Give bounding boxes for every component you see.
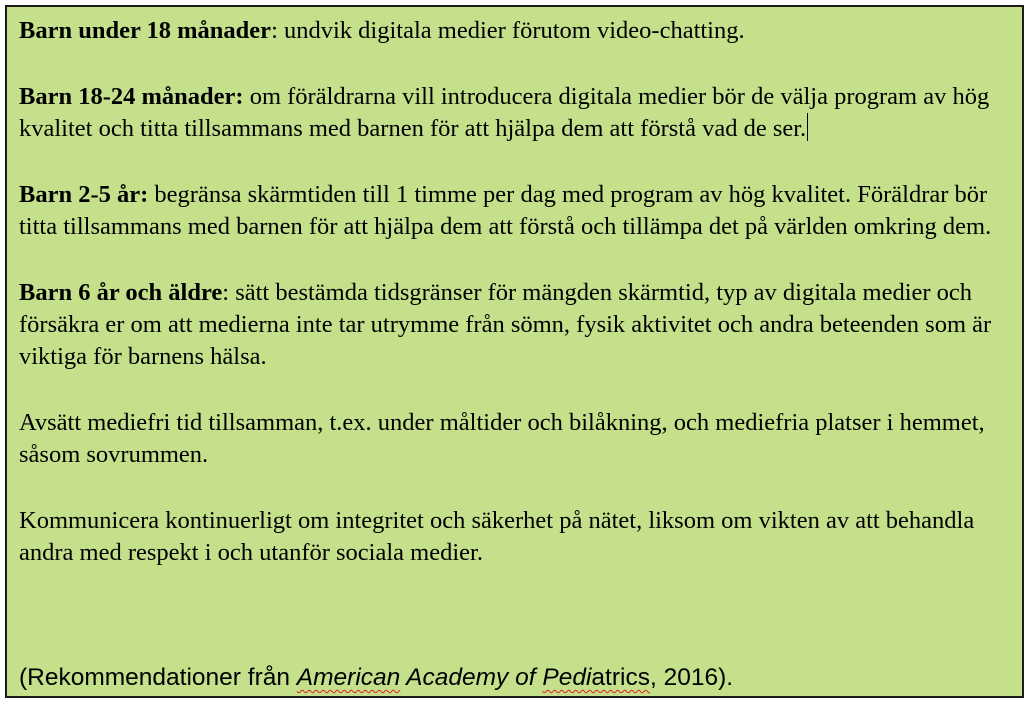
paragraph-text: : sätt bestämda tidsgränser för mängden skärmtid, typ av digitala medier och försäkra er om att medierna inte tar utrymme från sömn, fysik aktivitet och andra beteenden som är viktiga för barnens hälsa. <box>19 279 992 370</box>
paragraph-text: Avsätt mediefri tid tillsamman, t.ex. under måltider och bilåkning, och mediefria platser i hemmet, såsom sovrummen. <box>19 409 985 468</box>
paragraph-under-18-months <box>19 15 1010 47</box>
paragraph-communicate <box>19 505 1010 569</box>
citation-org-middle: Academy of <box>400 664 543 691</box>
text-cursor <box>807 113 808 141</box>
paragraph-6-years-older <box>19 277 1010 373</box>
citation-suffix: , 2016). <box>649 664 734 691</box>
paragraph-18-24-months <box>19 81 1010 145</box>
paragraph-heading: Barn under 18 månader <box>19 17 272 44</box>
paragraph-heading: Barn 18-24 månader: <box>19 83 244 110</box>
recommendation-box <box>5 5 1024 698</box>
paragraph-text: Kommunicera kontinuerligt om integritet och säkerhet på nätet, liksom om vikten av att behandla andra med respekt i och utanför sociala medier. <box>19 507 975 566</box>
citation-org-word-1: American <box>296 664 401 691</box>
citation-org-word-4: atrics <box>591 664 650 691</box>
paragraph-heading: Barn 2-5 år: <box>19 181 149 208</box>
paragraph-media-free-time <box>19 407 1010 471</box>
paragraph-2-5-years <box>19 179 1010 243</box>
paragraph-heading: Barn 6 år och äldre <box>19 279 223 306</box>
source-citation <box>19 662 733 694</box>
paragraph-text: om föräldrarna vill introducera digitala medier bör de välja program av hög kvalitet och titta tillsammans med barnen för att hjälpa dem att förstå vad de ser. <box>19 83 990 142</box>
paragraph-text: : undvik digitala medier förutom video-chatting. <box>271 17 745 44</box>
citation-prefix: (Rekommendationer från <box>19 664 297 691</box>
citation-org-word-3: Pedi <box>542 664 592 691</box>
paragraph-text: begränsa skärmtiden till 1 timme per dag med program av hög kvalitet. Föräldrar bör titta tillsammans med barnen för att hjälpa dem att förstå och tillämpa det på världen omkring dem. <box>19 181 992 240</box>
